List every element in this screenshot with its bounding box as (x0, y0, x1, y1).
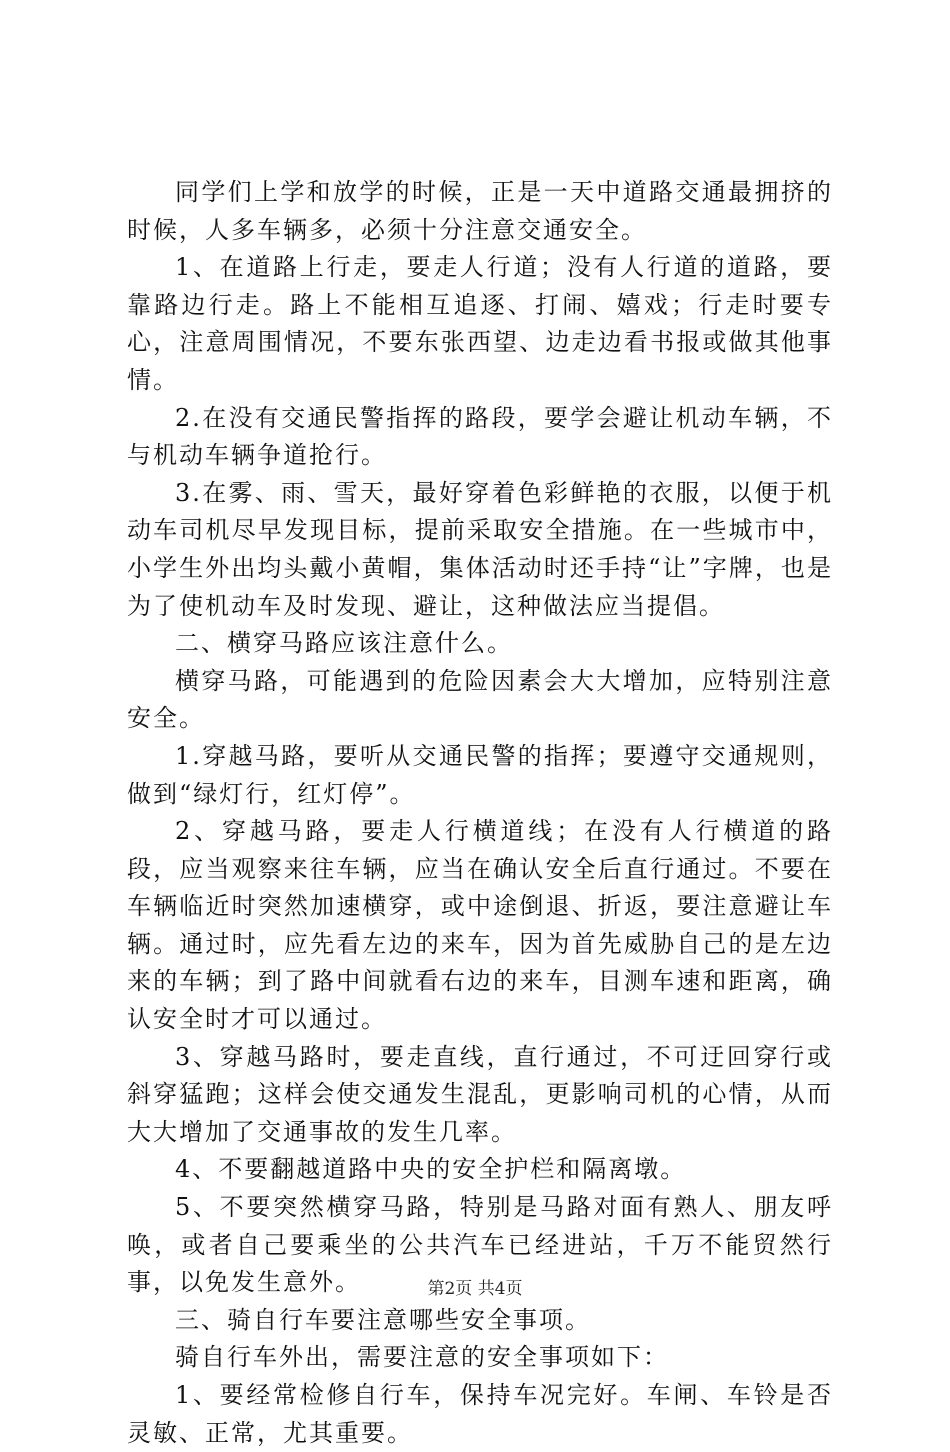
paragraph-no-barrier-climbing: 4、不要翻越道路中央的安全护栏和隔离墩。 (175, 1155, 687, 1184)
paragraph-bicycle-maintenance: 1、要经常检修自行车，保持车况完好。车闸、车铃是否灵敏、正常，尤其重要。 (127, 1381, 833, 1447)
paragraph-yield-vehicles: 2.在没有交通民警指挥的路段，要学会避让机动车辆，不与机动车辆争道抢行。 (127, 403, 833, 470)
paragraph-walk-sidewalk: 1、在道路上行走，要走人行道；没有人行道的道路，要靠路边行走。路上不能相互追逐、打闹、嬉戏；行走时要专心，注意周围情况，不要东张西望、边走边看书报或做其他事情。 (127, 253, 833, 394)
paragraph-bicycle-intro: 骑自行车外出，需要注意的安全事项如下： (175, 1343, 669, 1372)
paragraph-obey-police: 1.穿越马路，要听从交通民警的指挥；要遵守交通规则，做到“绿灯行，红灯停”。 (127, 741, 833, 808)
paragraph-crossing-intro: 横穿马路，可能遇到的危险因素会大大增加，应特别注意安全。 (127, 666, 833, 733)
section-heading-crossing: 二、横穿马路应该注意什么。 (175, 629, 513, 658)
paragraph-straight-line: 3、穿越马路时，要走直线，直行通过，不可迂回穿行或斜穿猛跑；这样会使交通发生混乱，更影响司机的心情，从而大大增加了交通事故的发生几率。 (127, 1042, 833, 1146)
document-body (127, 174, 833, 1452)
paragraph-bad-weather: 3.在雾、雨、雪天，最好穿着色彩鲜艳的衣服，以便于机动车司机尽早发现目标，提前采取安全措施。在一些城市中，小学生外出均头戴小黄帽，集体活动时还手持“让”字牌，也是为了使机动车及时发现、避让，这种做法应当提倡。 (127, 478, 833, 620)
section-heading-bicycle: 三、骑自行车要注意哪些安全事项。 (175, 1305, 591, 1334)
page-number-footer: 第2页 共4页 (427, 1279, 523, 1299)
paragraph-crosswalk: 2、穿越马路，要走人行横道线；在没有人行横道的路段，应当观察来往车辆，应当在确认安全后直行通过。不要在车辆临近时突然加速横穿，或中途倒退、折返，要注意避让车辆。通过时，应先看左边的来车，因为首先威胁自己的是左边来的车辆；到了路中间就看右边的来车，目测车速和距离，确认安全时才可以通过。 (127, 817, 833, 1034)
paragraph-no-sudden-crossing: 5、不要突然横穿马路，特别是马路对面有熟人、朋友呼唤，或者自己要乘坐的公共汽车已经进站，千万不能贸然行事，以免发生意外。 (127, 1193, 833, 1297)
paragraph-intro: 同学们上学和放学的时候，正是一天中道路交通最拥挤的时候，人多车辆多，必须十分注意交通安全。 (127, 178, 833, 244)
